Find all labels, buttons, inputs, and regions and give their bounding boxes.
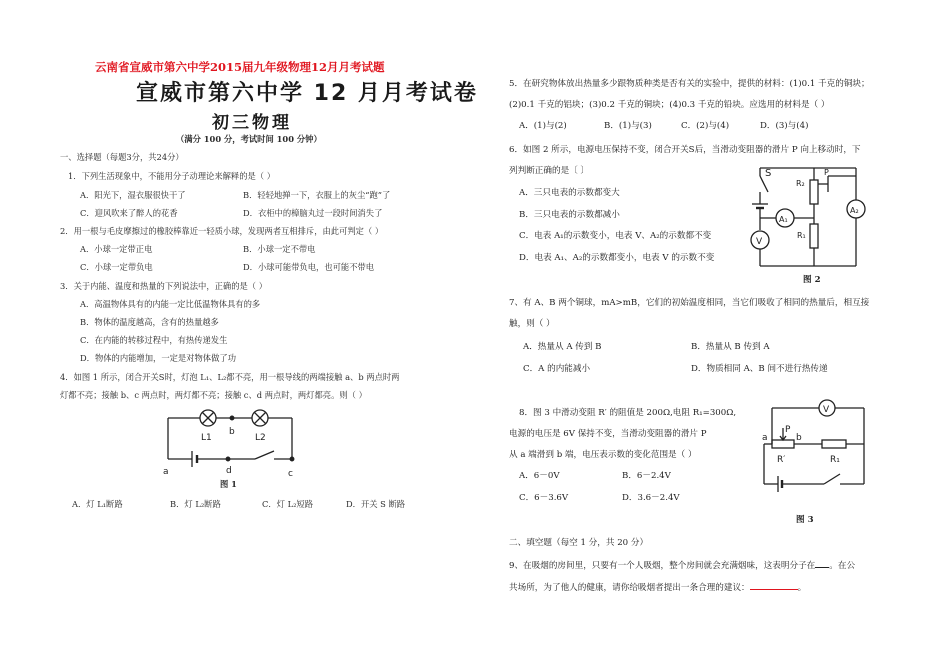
q2-stem: 2．用一根与毛皮摩擦过的橡胶棒靠近一轻质小球，发现两者互相排斥，由此可判定（ ）: [60, 226, 384, 236]
q1-option-b: B．轻轻地掸一下，衣服上的灰尘“跑”了: [243, 190, 391, 200]
fig3-label-p: P: [785, 425, 791, 435]
exam-note: （满分 100 分，考试时间 100 分钟）: [176, 134, 322, 144]
fig2-label-r1: R₁: [797, 231, 806, 240]
q5-option-d: D．(3)与(4): [760, 121, 809, 131]
q7-stem-line2: 触，则（ ）: [509, 319, 555, 329]
q1-stem: 1．下列生活现象中，不能用分子动理论来解释的是（ ）: [68, 171, 276, 181]
q7-option-a: A．热量从 A 传到 B: [523, 342, 602, 352]
q6-option-c: C．电表 A₁的示数变小，电表 V、A₂的示数都不变: [519, 231, 712, 241]
rheostat-rprime-icon: [772, 440, 794, 448]
q9-blank-1: [815, 559, 829, 568]
q9-line1-text: 9、在吸烟的房间里，只要有一个人吸烟，整个房间就会充满烟味，这表明分子在: [509, 561, 816, 571]
fig3-label-a: a: [762, 433, 768, 443]
q4-option-a: A．灯 L₁断路: [72, 499, 123, 509]
fig3-label-rprime: R′: [777, 455, 786, 465]
q8-option-c: C．6－3.6V: [519, 493, 569, 503]
q9-line2-text: 共场所，为了他人的健康，请你给吸烟者提出一条合理的建议：: [509, 583, 750, 593]
q7-option-b: B．热量从 B 传到 A: [691, 342, 770, 352]
fig2-label-a2: A₂: [850, 206, 859, 215]
q5-option-b: B．(1)与(3): [604, 121, 652, 131]
figure-2-caption: 图 2: [803, 275, 821, 285]
fig2-label-s: S: [765, 168, 772, 179]
q6-option-a: A．三只电表的示数都变大: [519, 188, 620, 198]
fig1-label-l1: L1: [201, 433, 212, 443]
section1-heading: 一、选择题（每题3分，共24分）: [60, 152, 184, 162]
fig1-label-l2: L2: [255, 433, 266, 443]
switch-icon: [824, 474, 840, 484]
q2-option-c: C．小球一定带负电: [80, 262, 153, 272]
q6-stem-line2: 列判断正确的是〔 〕: [509, 166, 590, 176]
page-title: 宣威市第六中学 12 月月考试卷: [136, 81, 478, 106]
q9-blank-2: [750, 581, 798, 590]
q2-option-b: B．小球一定不带电: [243, 244, 316, 254]
q3-option-d: D．物体的内能增加，一定是对物体做了功: [80, 353, 236, 363]
figure-3-circuit: [760, 396, 870, 496]
q5-option-c: C．(2)与(4): [681, 121, 730, 131]
fig1-label-a: a: [163, 467, 169, 477]
fig2-label-v: V: [756, 237, 763, 247]
q7-option-d: D．物质相同 A、B 间不进行热传递: [691, 364, 828, 374]
q3-stem: 3．关于内能、温度和热量的下列说法中，正确的是（ ）: [60, 281, 268, 291]
q8-stem-line3: 从 a 端滑到 b 端，电压表示数的变化范围是（ ）: [509, 450, 697, 460]
q6-option-d: D．电表 A₁、A₂的示数都变小，电表 V 的示数不变: [519, 253, 715, 263]
figure-3-caption: 图 3: [796, 515, 814, 525]
fig3-label-r1: R₁: [830, 455, 840, 465]
figure-2-circuit: [748, 162, 868, 272]
fig3-label-v: V: [823, 405, 830, 415]
q4-option-d: D．开关 S 断路: [346, 499, 406, 509]
fig2-label-r2: R₂: [796, 179, 805, 188]
q5-stem-line1: 5．在研究物体放出热量多少跟物质种类是否有关的实验中，提供的材料：(1)0.1 千克的铜块；: [509, 79, 870, 89]
q4-stem-line1: 4．如图 1 所示，闭合开关S时，灯泡 L₁、L₂都不亮，用一根导线的两端接触 a、b 两点时两: [60, 372, 400, 382]
q1-option-c: C．迎风吹来了醉人的花香: [80, 208, 178, 218]
q6-stem-line1: 6．如图 2 所示，电源电压保持不变，闭合开关S后，当滑动变阻器的滑片 P 向上移动时，下: [509, 145, 861, 155]
figure-1-caption: 图 1: [220, 479, 237, 489]
figure-1-circuit: [160, 404, 310, 484]
section2-heading: 二、填空题（每空 1 分，共 20 分）: [509, 538, 649, 548]
q8-stem-line2: 电源的电压是 6V 保持不变，当滑动变阻器的滑片 P: [509, 429, 707, 439]
fig1-label-b: b: [229, 427, 235, 437]
q1-option-d: D．衣柜中的樟脑丸过一段时间消失了: [243, 208, 383, 218]
q6-option-b: B．三只电表的示数都减小: [519, 210, 620, 220]
q4-option-b: B．灯 L₂断路: [170, 499, 221, 509]
q9-line1-tail: 。在公: [829, 561, 856, 571]
q8-stem-line1: 8．图 3 中滑动变阻 R′ 的阻值是 200Ω,电阻 R₁=300Ω,: [519, 408, 737, 418]
q8-option-b: B．6－2.4V: [622, 471, 671, 481]
q8-option-d: D．3.6－2.4V: [622, 493, 680, 503]
q3-option-a: A．高温物体具有的内能一定比低温物体具有的多: [80, 299, 261, 309]
fig2-label-a1: A₁: [779, 215, 788, 224]
resistor-r1-icon: [822, 440, 846, 448]
q2-option-a: A．小球一定带正电: [80, 244, 153, 254]
q3-option-c: C．在内能的转移过程中，有热传递发生: [80, 335, 228, 345]
q3-option-b: B．物体的温度越高，含有的热量越多: [80, 317, 219, 327]
q9-line2-tail: 。: [797, 583, 807, 593]
fig1-label-d: d: [226, 466, 232, 476]
red-title: 云南省宣威市第六中学2015届九年级物理12月月考试题: [95, 60, 385, 74]
q9-line1: [509, 559, 855, 571]
q5-stem-line2: (2)0.1 千克的铝块；(3)0.2 千克的铜块；(4)0.3 千克的铅块。应选用的材料是（ ）: [509, 100, 830, 110]
rheostat-r2-icon: [810, 180, 818, 204]
q8-option-a: A．6－0V: [519, 471, 560, 481]
q1-option-a: A．阳光下，湿衣服很快干了: [80, 190, 186, 200]
q7-stem-line1: 7、有 A、B 两个铜球，mA>mB，它们的初始温度相同，当它们吸收了相同的热量后，相互接: [509, 298, 870, 308]
subject-title: 初三物理: [212, 113, 292, 133]
fig1-label-c: c: [288, 469, 293, 479]
fig2-label-p: P: [824, 168, 829, 177]
q9-line2: [509, 581, 806, 593]
resistor-r1-icon: [810, 224, 818, 248]
q4-stem-line2: 灯都不亮；接触 b、c 两点时，两灯都不亮；接触 c、d 两点时，两灯都亮。则（ ）: [60, 390, 367, 400]
fig3-label-b: b: [796, 433, 802, 443]
q2-option-d: D．小球可能带负电，也可能不带电: [243, 262, 375, 272]
switch-icon: [255, 451, 274, 459]
q7-option-c: C．A 的内能减小: [523, 364, 591, 374]
q4-option-c: C．灯 L₂短路: [262, 499, 314, 509]
q5-option-a: A．(1)与(2): [519, 121, 567, 131]
